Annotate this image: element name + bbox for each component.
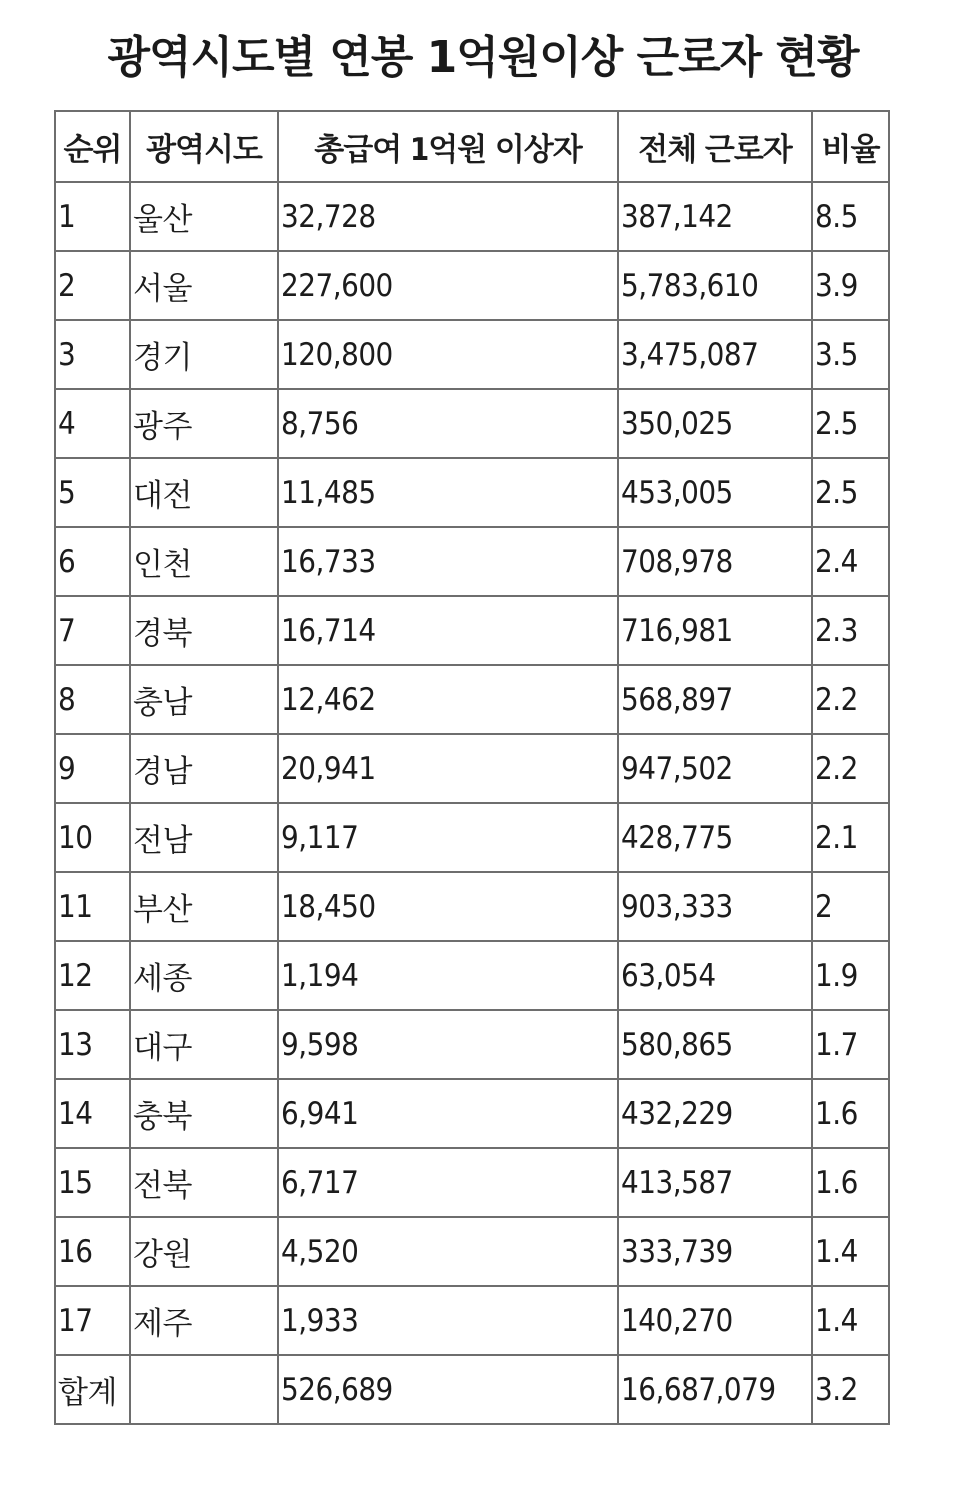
cell-total-workers: 413,587 <box>618 1148 812 1217</box>
cell-region: 전북 <box>130 1148 278 1217</box>
cell-total-workers: 453,005 <box>618 458 812 527</box>
cell-ratio: 8.5 <box>812 182 889 251</box>
cell-ratio: 2 <box>812 872 889 941</box>
cell-total-workers: 432,229 <box>618 1079 812 1148</box>
cell-high-earners: 1,933 <box>278 1286 618 1355</box>
table-row-17 <box>55 1286 889 1355</box>
cell-high-earners: 9,598 <box>278 1010 618 1079</box>
cell-ratio: 2.2 <box>812 734 889 803</box>
cell-total-workers: 387,142 <box>618 182 812 251</box>
cell-region: 경남 <box>130 734 278 803</box>
cell-rank: 6 <box>55 527 130 596</box>
total-label: 합계 <box>55 1355 130 1424</box>
table-row-1 <box>55 182 889 251</box>
header-region: 광역시도 <box>130 111 278 182</box>
cell-rank: 16 <box>55 1217 130 1286</box>
cell-rank: 14 <box>55 1079 130 1148</box>
cell-total-workers: 708,978 <box>618 527 812 596</box>
total-row <box>55 1355 889 1424</box>
cell-region: 부산 <box>130 872 278 941</box>
cell-ratio: 2.3 <box>812 596 889 665</box>
table-row-10 <box>55 803 889 872</box>
cell-high-earners: 16,733 <box>278 527 618 596</box>
cell-ratio: 2.1 <box>812 803 889 872</box>
total-ratio: 3.2 <box>812 1355 889 1424</box>
cell-region: 세종 <box>130 941 278 1010</box>
cell-region: 경북 <box>130 596 278 665</box>
cell-high-earners: 8,756 <box>278 389 618 458</box>
cell-rank: 13 <box>55 1010 130 1079</box>
table-row-7 <box>55 596 889 665</box>
cell-rank: 11 <box>55 872 130 941</box>
cell-region: 울산 <box>130 182 278 251</box>
cell-rank: 7 <box>55 596 130 665</box>
cell-high-earners: 6,941 <box>278 1079 618 1148</box>
cell-total-workers: 333,739 <box>618 1217 812 1286</box>
total-region <box>130 1355 278 1424</box>
cell-total-workers: 140,270 <box>618 1286 812 1355</box>
table-row-12 <box>55 941 889 1010</box>
cell-ratio: 2.2 <box>812 665 889 734</box>
cell-ratio: 1.4 <box>812 1217 889 1286</box>
stats-table <box>54 110 890 1425</box>
cell-region: 충북 <box>130 1079 278 1148</box>
cell-rank: 5 <box>55 458 130 527</box>
table-row-5 <box>55 458 889 527</box>
cell-region: 인천 <box>130 527 278 596</box>
cell-high-earners: 16,714 <box>278 596 618 665</box>
cell-rank: 9 <box>55 734 130 803</box>
cell-rank: 4 <box>55 389 130 458</box>
cell-high-earners: 32,728 <box>278 182 618 251</box>
cell-high-earners: 6,717 <box>278 1148 618 1217</box>
cell-high-earners: 11,485 <box>278 458 618 527</box>
cell-ratio: 3.9 <box>812 251 889 320</box>
cell-ratio: 1.6 <box>812 1148 889 1217</box>
cell-total-workers: 3,475,087 <box>618 320 812 389</box>
table-row-3 <box>55 320 889 389</box>
cell-high-earners: 120,800 <box>278 320 618 389</box>
table-row-13 <box>55 1010 889 1079</box>
cell-total-workers: 5,783,610 <box>618 251 812 320</box>
table-row-4 <box>55 389 889 458</box>
page-title: 광역시도별 연봉 1억원이상 근로자 현황 <box>107 32 859 83</box>
cell-ratio: 1.4 <box>812 1286 889 1355</box>
cell-ratio: 1.9 <box>812 941 889 1010</box>
table-row-15 <box>55 1148 889 1217</box>
cell-total-workers: 350,025 <box>618 389 812 458</box>
total-total-workers: 16,687,079 <box>618 1355 812 1424</box>
cell-region: 전남 <box>130 803 278 872</box>
cell-ratio: 1.7 <box>812 1010 889 1079</box>
total-high-earners: 526,689 <box>278 1355 618 1424</box>
cell-high-earners: 1,194 <box>278 941 618 1010</box>
cell-ratio: 1.6 <box>812 1079 889 1148</box>
cell-ratio: 2.5 <box>812 458 889 527</box>
table-row-8 <box>55 665 889 734</box>
cell-region: 경기 <box>130 320 278 389</box>
table-row-9 <box>55 734 889 803</box>
header-row <box>55 111 889 182</box>
cell-total-workers: 63,054 <box>618 941 812 1010</box>
cell-ratio: 3.5 <box>812 320 889 389</box>
cell-high-earners: 4,520 <box>278 1217 618 1286</box>
header-total-workers: 전체 근로자 <box>618 111 812 182</box>
cell-total-workers: 580,865 <box>618 1010 812 1079</box>
table-row-6 <box>55 527 889 596</box>
cell-ratio: 2.5 <box>812 389 889 458</box>
cell-region: 제주 <box>130 1286 278 1355</box>
cell-high-earners: 9,117 <box>278 803 618 872</box>
header-high-earners: 총급여 1억원 이상자 <box>278 111 618 182</box>
cell-region: 강원 <box>130 1217 278 1286</box>
cell-high-earners: 227,600 <box>278 251 618 320</box>
cell-high-earners: 18,450 <box>278 872 618 941</box>
cell-rank: 12 <box>55 941 130 1010</box>
cell-total-workers: 947,502 <box>618 734 812 803</box>
header-rank: 순위 <box>55 111 130 182</box>
cell-region: 광주 <box>130 389 278 458</box>
cell-region: 대전 <box>130 458 278 527</box>
table-body <box>55 182 889 1424</box>
cell-total-workers: 428,775 <box>618 803 812 872</box>
cell-rank: 3 <box>55 320 130 389</box>
cell-total-workers: 716,981 <box>618 596 812 665</box>
cell-high-earners: 20,941 <box>278 734 618 803</box>
table-row-14 <box>55 1079 889 1148</box>
cell-rank: 8 <box>55 665 130 734</box>
cell-total-workers: 903,333 <box>618 872 812 941</box>
cell-rank: 15 <box>55 1148 130 1217</box>
cell-total-workers: 568,897 <box>618 665 812 734</box>
cell-region: 서울 <box>130 251 278 320</box>
table-row-16 <box>55 1217 889 1286</box>
table-row-11 <box>55 872 889 941</box>
cell-rank: 17 <box>55 1286 130 1355</box>
cell-region: 대구 <box>130 1010 278 1079</box>
table-row-2 <box>55 251 889 320</box>
cell-ratio: 2.4 <box>812 527 889 596</box>
cell-region: 충남 <box>130 665 278 734</box>
header-ratio: 비율 <box>812 111 889 182</box>
cell-rank: 10 <box>55 803 130 872</box>
cell-high-earners: 12,462 <box>278 665 618 734</box>
cell-rank: 2 <box>55 251 130 320</box>
cell-rank: 1 <box>55 182 130 251</box>
